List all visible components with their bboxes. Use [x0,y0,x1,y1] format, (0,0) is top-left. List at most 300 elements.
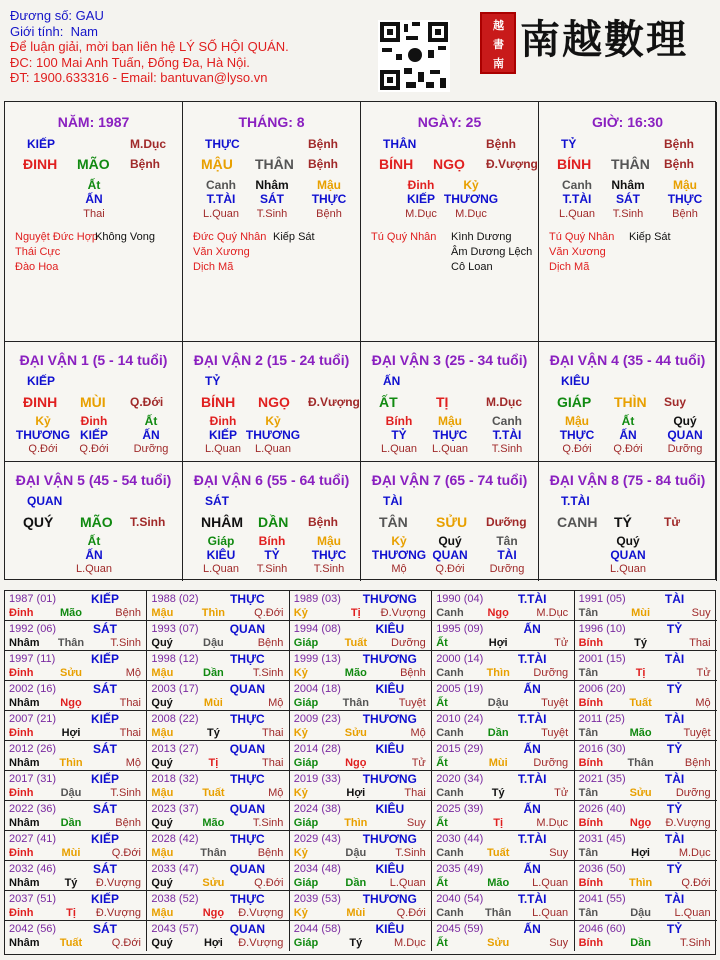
annual-year-cell[interactable] [575,861,717,891]
year-label: 2019 (33) [293,773,341,785]
year-chi: Tý [349,937,363,949]
luck-hidden-god: QUAN [667,428,703,442]
year-chi: Sửu [202,877,225,889]
pillar-state: Bệnh [308,157,338,171]
annual-year-cell[interactable] [290,711,432,741]
year-chi: Dậu [345,847,367,859]
year-chi: Dậu [487,697,509,709]
luck-hidden-stem: Quý [673,414,697,428]
hidden-state: L.Quan [558,208,596,220]
luck-chi: MÃO [80,514,113,530]
year-can: Ất [436,697,448,709]
annual-year-cell[interactable] [5,591,147,621]
year-can: Tân [578,847,599,859]
pillar-heaven-god: THỰC [205,137,240,151]
luck-pillar-cell[interactable] [5,462,183,581]
year-god: KIẾP [90,652,119,666]
annual-year-cell[interactable] [432,921,574,951]
luck-pillar-cell[interactable] [183,462,361,581]
luck-god: TỶ [205,374,221,388]
pillar-title: NĂM: 1987 [57,114,130,130]
year-state: M.Dục [678,847,711,859]
year-chi: Tuất [202,787,225,799]
year-state: Tuyệt [683,727,711,739]
luck-hidden-state: T.Sinh [313,563,345,575]
year-label: 2043 (57) [151,923,199,935]
luck-pillar-cell[interactable] [361,462,539,581]
year-label: 2018 (32) [151,773,199,785]
year-state: Suy [691,607,711,619]
year-label: 2016 (30) [578,743,626,755]
annual-year-cell[interactable] [290,921,432,951]
chart-owner-info [10,8,289,86]
year-can: Quý [151,757,173,769]
year-chi: Sửu [487,937,510,949]
annual-year-cell[interactable] [5,861,147,891]
star-note: Tú Quý Nhân [371,231,437,243]
hidden-stem: Ất [87,178,101,192]
annual-year-cell[interactable] [147,591,289,621]
annual-year-cell[interactable] [147,621,289,651]
annual-year-cell[interactable] [575,801,717,831]
annual-year-cell[interactable] [432,711,574,741]
year-label: 1989 (03) [293,593,341,605]
annual-year-cell[interactable] [575,651,717,681]
year-state: Suy [549,847,569,859]
year-can: Kỷ [293,907,308,919]
year-god: KIẾP [90,832,119,846]
year-god: T.TÀI [517,772,547,786]
annual-year-cell[interactable] [147,831,289,861]
year-state: Mộ [410,727,426,739]
luck-hidden-state: L.Quan [609,563,647,575]
annual-year-cell[interactable] [290,651,432,681]
luck-can: QUÝ [23,514,54,530]
year-can: Quý [151,817,173,829]
annual-year-cell[interactable] [575,711,717,741]
luck-state: Dưỡng [486,515,527,529]
annual-year-cell[interactable] [432,861,574,891]
year-state: Mộ [268,787,284,799]
year-chi: Dậu [60,787,82,799]
luck-hidden-state: Q.Đới [79,443,109,455]
luck-title: ĐẠI VẬN 2 (15 - 24 tuổi) [193,352,350,368]
year-chi: Mùi [346,907,366,919]
year-label: 1993 (07) [151,623,199,635]
year-chi: Thìn [344,817,368,829]
year-god: THỰC [230,652,265,666]
year-label: 2007 (21) [9,713,57,725]
year-god: TỶ [666,742,683,756]
annual-year-cell[interactable] [290,591,432,621]
year-god: ẤN [523,922,541,936]
year-can: Đinh [9,607,34,619]
annual-year-cell[interactable] [147,861,289,891]
year-label: 1994 (08) [293,623,341,635]
luck-hidden-stem: Canh [492,414,522,428]
year-god: KIẾP [90,712,119,726]
annual-year-cell[interactable] [290,771,432,801]
hidden-state: Bệnh [672,208,698,220]
luck-hidden-stem: Kỷ [391,534,407,548]
luck-chi: DẦN [258,514,289,530]
year-can: Ất [436,877,448,889]
year-god: KIẾP [90,772,119,786]
pillar-cell[interactable] [539,102,717,342]
year-chi: Dần [60,817,82,829]
hidden-god: T.TÀI [206,192,236,206]
year-chi: Hợi [203,937,223,949]
year-god: KIÊU [375,922,405,936]
luck-hidden-state: L.Quan [254,443,292,455]
luck-state: Bệnh [308,515,338,529]
year-can: Giáp [293,697,319,709]
year-chi: Tuất [344,637,367,649]
year-state: Dưỡng [533,667,569,679]
pillar-cell[interactable] [5,102,183,342]
annual-year-cell[interactable] [575,831,717,861]
luck-hidden-god: KIẾP [208,428,238,442]
luck-can: GIÁP [557,394,592,410]
year-state: L.Quan [532,877,569,889]
luck-pillar-cell[interactable] [183,342,361,462]
year-chi: Sửu [344,727,367,739]
luck-hidden-state: Q.Đới [435,563,465,575]
address-line: ĐC: 100 Mai Anh Tuấn, Đống Đa, Hà Nội. [10,54,250,70]
year-god: TỶ [666,862,683,876]
year-can: Kỷ [293,787,308,799]
owner-label: Đương số: [10,8,73,23]
year-god: THỰC [230,832,265,846]
annual-year-cell[interactable] [5,801,147,831]
year-can: Bính [578,877,604,889]
year-state: M.Dục [394,937,426,949]
luck-pillar-cell[interactable] [361,342,539,462]
year-god: THỰC [230,892,265,906]
annual-year-cell[interactable] [290,801,432,831]
luck-state: M.Dục [486,395,522,409]
annual-year-cell[interactable] [5,831,147,861]
year-label: 2039 (53) [293,893,341,905]
hidden-state: Thai [83,208,105,220]
annual-year-cell[interactable] [290,621,432,651]
annual-year-cell[interactable] [290,861,432,891]
annual-year-cell[interactable] [290,741,432,771]
luck-pillar-cell[interactable] [539,342,717,462]
year-chi: Dần [487,727,509,739]
year-can: Quý [151,637,173,649]
luck-god: ẤN [383,374,401,388]
luck-chi: NGỌ [258,394,290,410]
year-state: Bệnh [115,607,141,619]
year-god: ẤN [523,742,541,756]
year-label: 2026 (40) [578,803,626,815]
hidden-stem: Nhâm [255,178,289,192]
annual-year-cell[interactable] [290,681,432,711]
year-chi: Mão [629,727,652,739]
year-chi: Ngọ [345,757,367,769]
year-label: 2046 (60) [578,923,626,935]
annual-year-cell[interactable] [432,831,574,861]
brand-seal [480,12,516,74]
year-god: THƯƠNG [362,592,417,606]
annual-year-cell[interactable] [575,591,717,621]
luck-pillar-cell[interactable] [539,462,717,581]
year-can: Kỷ [293,667,308,679]
hidden-god: SÁT [260,192,284,206]
hidden-god: T.TÀI [562,192,592,206]
year-god: QUAN [229,742,266,756]
annual-year-cell[interactable] [147,681,289,711]
luck-hidden-god: TỶ [264,548,280,562]
year-god: SÁT [93,802,117,816]
luck-hidden-stem: Ất [144,414,158,428]
year-chi: Dần [345,877,367,889]
annual-year-cell[interactable] [147,891,289,921]
luck-hidden-state: Q.Đới [28,443,58,455]
luck-hidden-stem: Ất [87,534,101,548]
annual-year-cell[interactable] [575,621,717,651]
pillar-heaven-god: KIẾP [27,137,56,151]
annual-year-cell[interactable] [5,741,147,771]
luck-hidden-state: Q.Đới [613,443,643,455]
annual-year-cell[interactable] [432,591,574,621]
luck-state: Đ.Vượng [308,395,360,409]
year-label: 2034 (48) [293,863,341,875]
annual-year-cell[interactable] [147,651,289,681]
year-state: Dưỡng [533,757,569,769]
year-chi: Thân [200,847,227,859]
star-note: Văn Xương [193,246,250,258]
year-label: 1992 (06) [9,623,57,635]
hidden-stem: Canh [562,178,592,192]
year-can: Canh [436,787,464,799]
year-god: THỰC [230,712,265,726]
annual-year-cell[interactable] [5,891,147,921]
annual-year-cell[interactable] [147,801,289,831]
year-chi: Mão [202,817,225,829]
year-label: 2003 (17) [151,683,199,695]
luck-title: ĐẠI VẬN 6 (55 - 64 tuổi) [193,472,350,488]
owner-name: GAU [75,8,104,23]
annual-year-cell[interactable] [432,801,574,831]
year-label: 2035 (49) [436,863,484,875]
annual-year-cell[interactable] [5,921,147,951]
year-can: Đinh [9,847,34,859]
annual-year-cell[interactable] [5,771,147,801]
hidden-state: M.Dục [455,208,487,220]
hidden-state: T.Sinh [612,208,644,220]
year-state: Q.Đới [396,907,426,919]
phone-email-line: ĐT: 1900.633316 - Email: bantuvan@lyso.vn [10,70,268,85]
year-state: L.Quan [532,907,569,919]
year-state: Mộ [125,757,141,769]
hidden-stem: Mậu [673,178,697,192]
year-can: Ất [436,637,448,649]
pillar-cell[interactable] [361,102,539,342]
hidden-state: T.Sinh [256,208,288,220]
year-chi: Ngọ [629,817,652,829]
year-god: QUAN [229,862,266,876]
year-label: 2031 (45) [578,833,626,845]
pillar-can: ĐINH [23,156,58,172]
luck-hidden-state: L.Quan [204,443,242,455]
year-label: 2042 (56) [9,923,57,935]
year-state: Q.Đới [681,877,711,889]
annual-year-cell[interactable] [432,771,574,801]
year-state: Đ.Vượng [380,607,426,619]
year-god: TỶ [666,622,683,636]
year-state: Q.Đới [254,877,284,889]
luck-hidden-state: L.Quan [75,563,113,575]
year-god: THỰC [230,772,265,786]
luck-hidden-stem: Bính [258,534,286,548]
year-can: Mậu [151,907,174,919]
luck-hidden-god: ẤN [142,428,160,442]
annual-year-cell[interactable] [432,621,574,651]
year-chi: Tị [350,607,361,619]
year-can: Giáp [293,637,319,649]
year-can: Quý [151,697,173,709]
year-label: 2017 (31) [9,773,57,785]
year-god: THƯƠNG [362,712,417,726]
annual-year-cell[interactable] [5,711,147,741]
annual-year-cell[interactable] [5,651,147,681]
year-chi: Thìn [486,667,510,679]
year-god: KIẾP [90,892,119,906]
year-god: KIÊU [375,802,405,816]
hidden-stem: Canh [206,178,236,192]
year-can: Kỷ [293,727,308,739]
year-label: 1997 (11) [9,653,56,665]
year-god: THỰC [230,592,265,606]
year-label: 2040 (54) [436,893,484,905]
pillar-cell[interactable] [183,102,361,342]
year-god: QUAN [229,922,266,936]
year-state: Đ.Vượng [95,907,141,919]
year-god: TÀI [664,712,685,726]
luck-hidden-state: T.Sinh [491,443,523,455]
luck-pillar-cell[interactable] [5,342,183,462]
year-state: Thai [689,637,711,649]
year-chi: Mùi [203,697,223,709]
luck-title: ĐẠI VẬN 4 (35 - 44 tuổi) [549,352,706,368]
pillar-heaven-god: TỶ [561,137,577,151]
year-can: Tân [578,907,599,919]
annual-year-cell[interactable] [432,741,574,771]
annual-year-cell[interactable] [147,741,289,771]
year-can: Mậu [151,727,174,739]
year-label: 2009 (23) [293,713,341,725]
annual-year-cell[interactable] [147,771,289,801]
year-state: Thai [261,757,284,769]
luck-hidden-state: Dưỡng [667,443,703,455]
year-god: SÁT [93,682,117,696]
annual-year-cell[interactable] [575,771,717,801]
year-label: 2025 (39) [436,803,484,815]
year-god: KIÊU [375,682,405,696]
annual-year-cell[interactable] [147,711,289,741]
year-label: 2021 (35) [578,773,626,785]
gender-value: Nam [70,23,99,39]
annual-year-cell[interactable] [432,681,574,711]
annual-year-cell[interactable] [290,891,432,921]
year-state: Mộ [695,697,711,709]
year-label: 1991 (05) [578,593,626,605]
year-label: 2045 (59) [436,923,484,935]
annual-year-cell[interactable] [432,891,574,921]
pillar-title: NGÀY: 25 [417,114,482,130]
star-note-right: Kiếp Sát [273,231,315,243]
pillar-chi: THÂN [611,156,650,172]
year-chi: Thìn [59,757,83,769]
annual-year-cell[interactable] [575,741,717,771]
luck-hidden-god: T.TÀI [492,428,522,442]
year-label: 1988 (02) [151,593,199,605]
annual-year-cell[interactable] [290,831,432,861]
year-state: Tử [554,787,569,799]
annual-year-cell[interactable] [5,621,147,651]
annual-year-cell[interactable] [147,921,289,951]
year-label: 2023 (37) [151,803,199,815]
year-chi: Hợi [488,637,508,649]
star-note: Tú Quý Nhân [549,231,615,243]
luck-hidden-state: Dưỡng [489,563,525,575]
year-god: THƯƠNG [362,772,417,786]
year-god: T.TÀI [517,712,547,726]
year-state: Mộ [268,697,284,709]
year-god: KIÊU [375,862,405,876]
annual-year-cell[interactable] [575,891,717,921]
year-state: Bệnh [684,757,711,769]
pillar-chi: THÂN [255,156,294,172]
year-state: Dưỡng [675,787,711,799]
pillar-chi: MÃO [77,156,110,172]
pillar-top-state: Bệnh [664,137,694,151]
year-state: Suy [406,817,426,829]
year-can: Bính [578,697,604,709]
year-can: Tân [578,667,599,679]
year-state: M.Dục [536,607,569,619]
year-label: 2044 (58) [293,923,341,935]
annual-year-cell[interactable] [575,681,717,711]
year-state: Thai [119,697,141,709]
luck-hidden-god: KIẾP [79,428,109,442]
luck-hidden-god: THỰC [311,548,347,562]
hidden-god: THỰC [667,192,703,206]
year-label: 1987 (01) [9,593,57,605]
year-can: Giáp [293,757,319,769]
year-state: T.Sinh [252,817,284,829]
luck-title: ĐẠI VẬN 7 (65 - 74 tuổi) [371,472,528,488]
annual-year-cell[interactable] [575,921,717,951]
annual-year-cell[interactable] [432,651,574,681]
year-can: Bính [578,817,604,829]
hidden-stem: Nhâm [611,178,645,192]
year-chi: Tý [206,727,220,739]
year-chi: Mão [60,607,82,619]
year-god: ẤN [523,802,541,816]
year-label: 2011 (25) [578,713,625,725]
year-can: Nhâm [9,817,40,829]
luck-hidden-stem: Quý [616,534,640,548]
year-can: Bính [578,757,604,769]
year-state: Suy [549,937,569,949]
qr-code[interactable] [378,20,450,92]
annual-year-cell[interactable] [5,681,147,711]
year-can: Đinh [9,667,34,679]
luck-hidden-stem: Kỷ [265,414,281,428]
